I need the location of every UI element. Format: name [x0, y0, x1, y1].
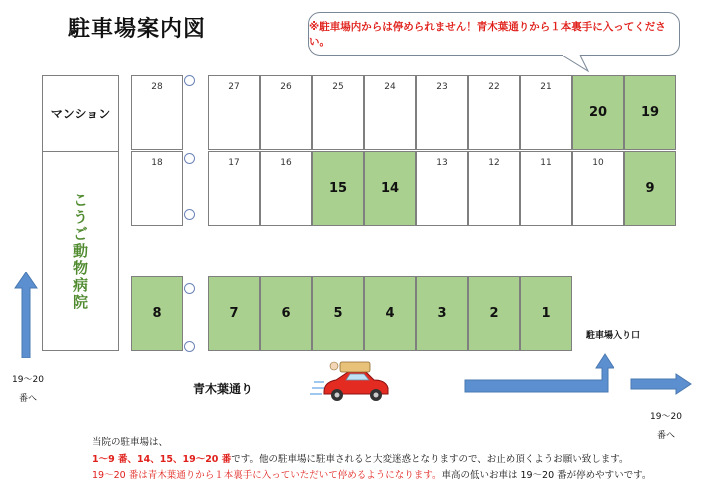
top-parking-slot: [208, 75, 260, 150]
left-arrow-label: [8, 372, 48, 404]
right-arrow-label-line2: 番へ: [656, 431, 675, 441]
top-parking-slot: [131, 75, 183, 150]
mid-parking-slot: [208, 151, 260, 226]
slot-number: 10: [592, 158, 604, 168]
bottom-parking-slot: [260, 276, 312, 351]
top-parking-slot: [364, 75, 416, 150]
slot-number: 16: [280, 158, 292, 168]
footer-line3: [92, 467, 651, 481]
car-illustration-icon: [310, 358, 392, 404]
slot-number: 5: [333, 306, 343, 321]
notice-callout: [308, 12, 680, 56]
slot-number: 28: [151, 82, 163, 92]
top-parking-slot: [468, 75, 520, 150]
footer-line2-text: です。他の駐車場に駐車されると大変迷惑となりますので、お止め頂くようお願い致します。: [231, 454, 629, 465]
marker-circle: [184, 341, 195, 352]
slot-number: 13: [436, 158, 448, 168]
slot-number: 25: [332, 82, 344, 92]
top-parking-slot: [520, 75, 572, 150]
slot-number: 18: [151, 158, 163, 168]
marker-circle: [184, 283, 195, 294]
clinic-building: [42, 151, 119, 351]
slot-number: 21: [540, 82, 552, 92]
slot-number: 17: [228, 158, 240, 168]
slot-number: 6: [281, 306, 291, 321]
mid-parking-slot: [312, 151, 364, 226]
left-arrow-label-line2: 番へ: [18, 394, 37, 404]
slot-number: 1: [541, 306, 551, 321]
mansion-label: マンション: [50, 107, 111, 121]
slot-number: 15: [328, 181, 348, 196]
right-arrow-label-line1: 19～20: [650, 412, 682, 422]
slot-number: 4: [385, 306, 395, 321]
mid-parking-slot: [520, 151, 572, 226]
slot-number: 9: [645, 181, 655, 196]
slot-number: 26: [280, 82, 292, 92]
right-arrow-icon: [630, 373, 692, 395]
marker-circle: [184, 75, 195, 86]
right-arrow-label: [646, 409, 686, 441]
bottom-parking-slot: [312, 276, 364, 351]
mid-parking-slot: [624, 151, 676, 226]
footer-line2-highlight: 1～9 番、14、15、19～20 番: [92, 454, 232, 465]
left-arrow-label-line1: 19～20: [12, 375, 44, 385]
top-parking-slot: [624, 75, 676, 150]
mid-parking-slot: [468, 151, 520, 226]
up-arrow-icon: [14, 272, 38, 358]
footer-line1: 当院の駐車場は、: [92, 437, 169, 448]
slot-number: 14: [380, 181, 400, 196]
top-parking-slot: [260, 75, 312, 150]
callout-tail: [560, 55, 600, 75]
bottom-parking-slot: [520, 276, 572, 351]
top-parking-slot: [416, 75, 468, 150]
clinic-label: こうご動物病院: [71, 191, 89, 311]
slot-number: 3: [437, 306, 447, 321]
mid-parking-slot: [131, 151, 183, 226]
bottom-parking-slot: [416, 276, 468, 351]
route-arrow-icon: [464, 352, 614, 396]
bottom-parking-slot: [364, 276, 416, 351]
bottom-parking-slot: [131, 276, 183, 351]
slot-number: 20: [588, 105, 608, 120]
slot-number: 27: [228, 82, 240, 92]
footer-line3-highlight: 19～20 番は青木葉通りから１本裏手に入っていただいて停めるようになります。: [92, 470, 442, 481]
slot-number: 8: [152, 306, 162, 321]
top-parking-slot: [312, 75, 364, 150]
footer-line3-text: 車高の低いお車は 19～20 番が停めやすいです。: [441, 470, 652, 481]
slot-number: 2: [489, 306, 499, 321]
bottom-parking-slot: [468, 276, 520, 351]
mid-parking-slot: [364, 151, 416, 226]
slot-number: 11: [540, 158, 552, 168]
slot-number: 23: [436, 82, 448, 92]
slot-number: 12: [488, 158, 500, 168]
notice-text: ※駐車場内からは停められません！青木葉通りから１本裏手に入ってください。: [309, 21, 666, 48]
top-parking-slot: [572, 75, 624, 150]
mid-parking-slot: [416, 151, 468, 226]
bottom-parking-slot: [208, 276, 260, 351]
mid-parking-slot: [260, 151, 312, 226]
marker-circle: [184, 209, 195, 220]
footer-line2: [92, 451, 629, 465]
slot-number: 19: [640, 105, 660, 120]
marker-circle: [184, 153, 195, 164]
slot-number: 7: [229, 306, 239, 321]
page-title: 駐車場案内図: [68, 17, 207, 42]
mid-parking-slot: [572, 151, 624, 226]
street-label: 青木葉通り: [193, 382, 254, 396]
slot-number: 22: [488, 82, 500, 92]
entrance-label: 駐車場入り口: [586, 331, 641, 341]
slot-number: 24: [384, 82, 396, 92]
mansion-building: [42, 75, 119, 152]
